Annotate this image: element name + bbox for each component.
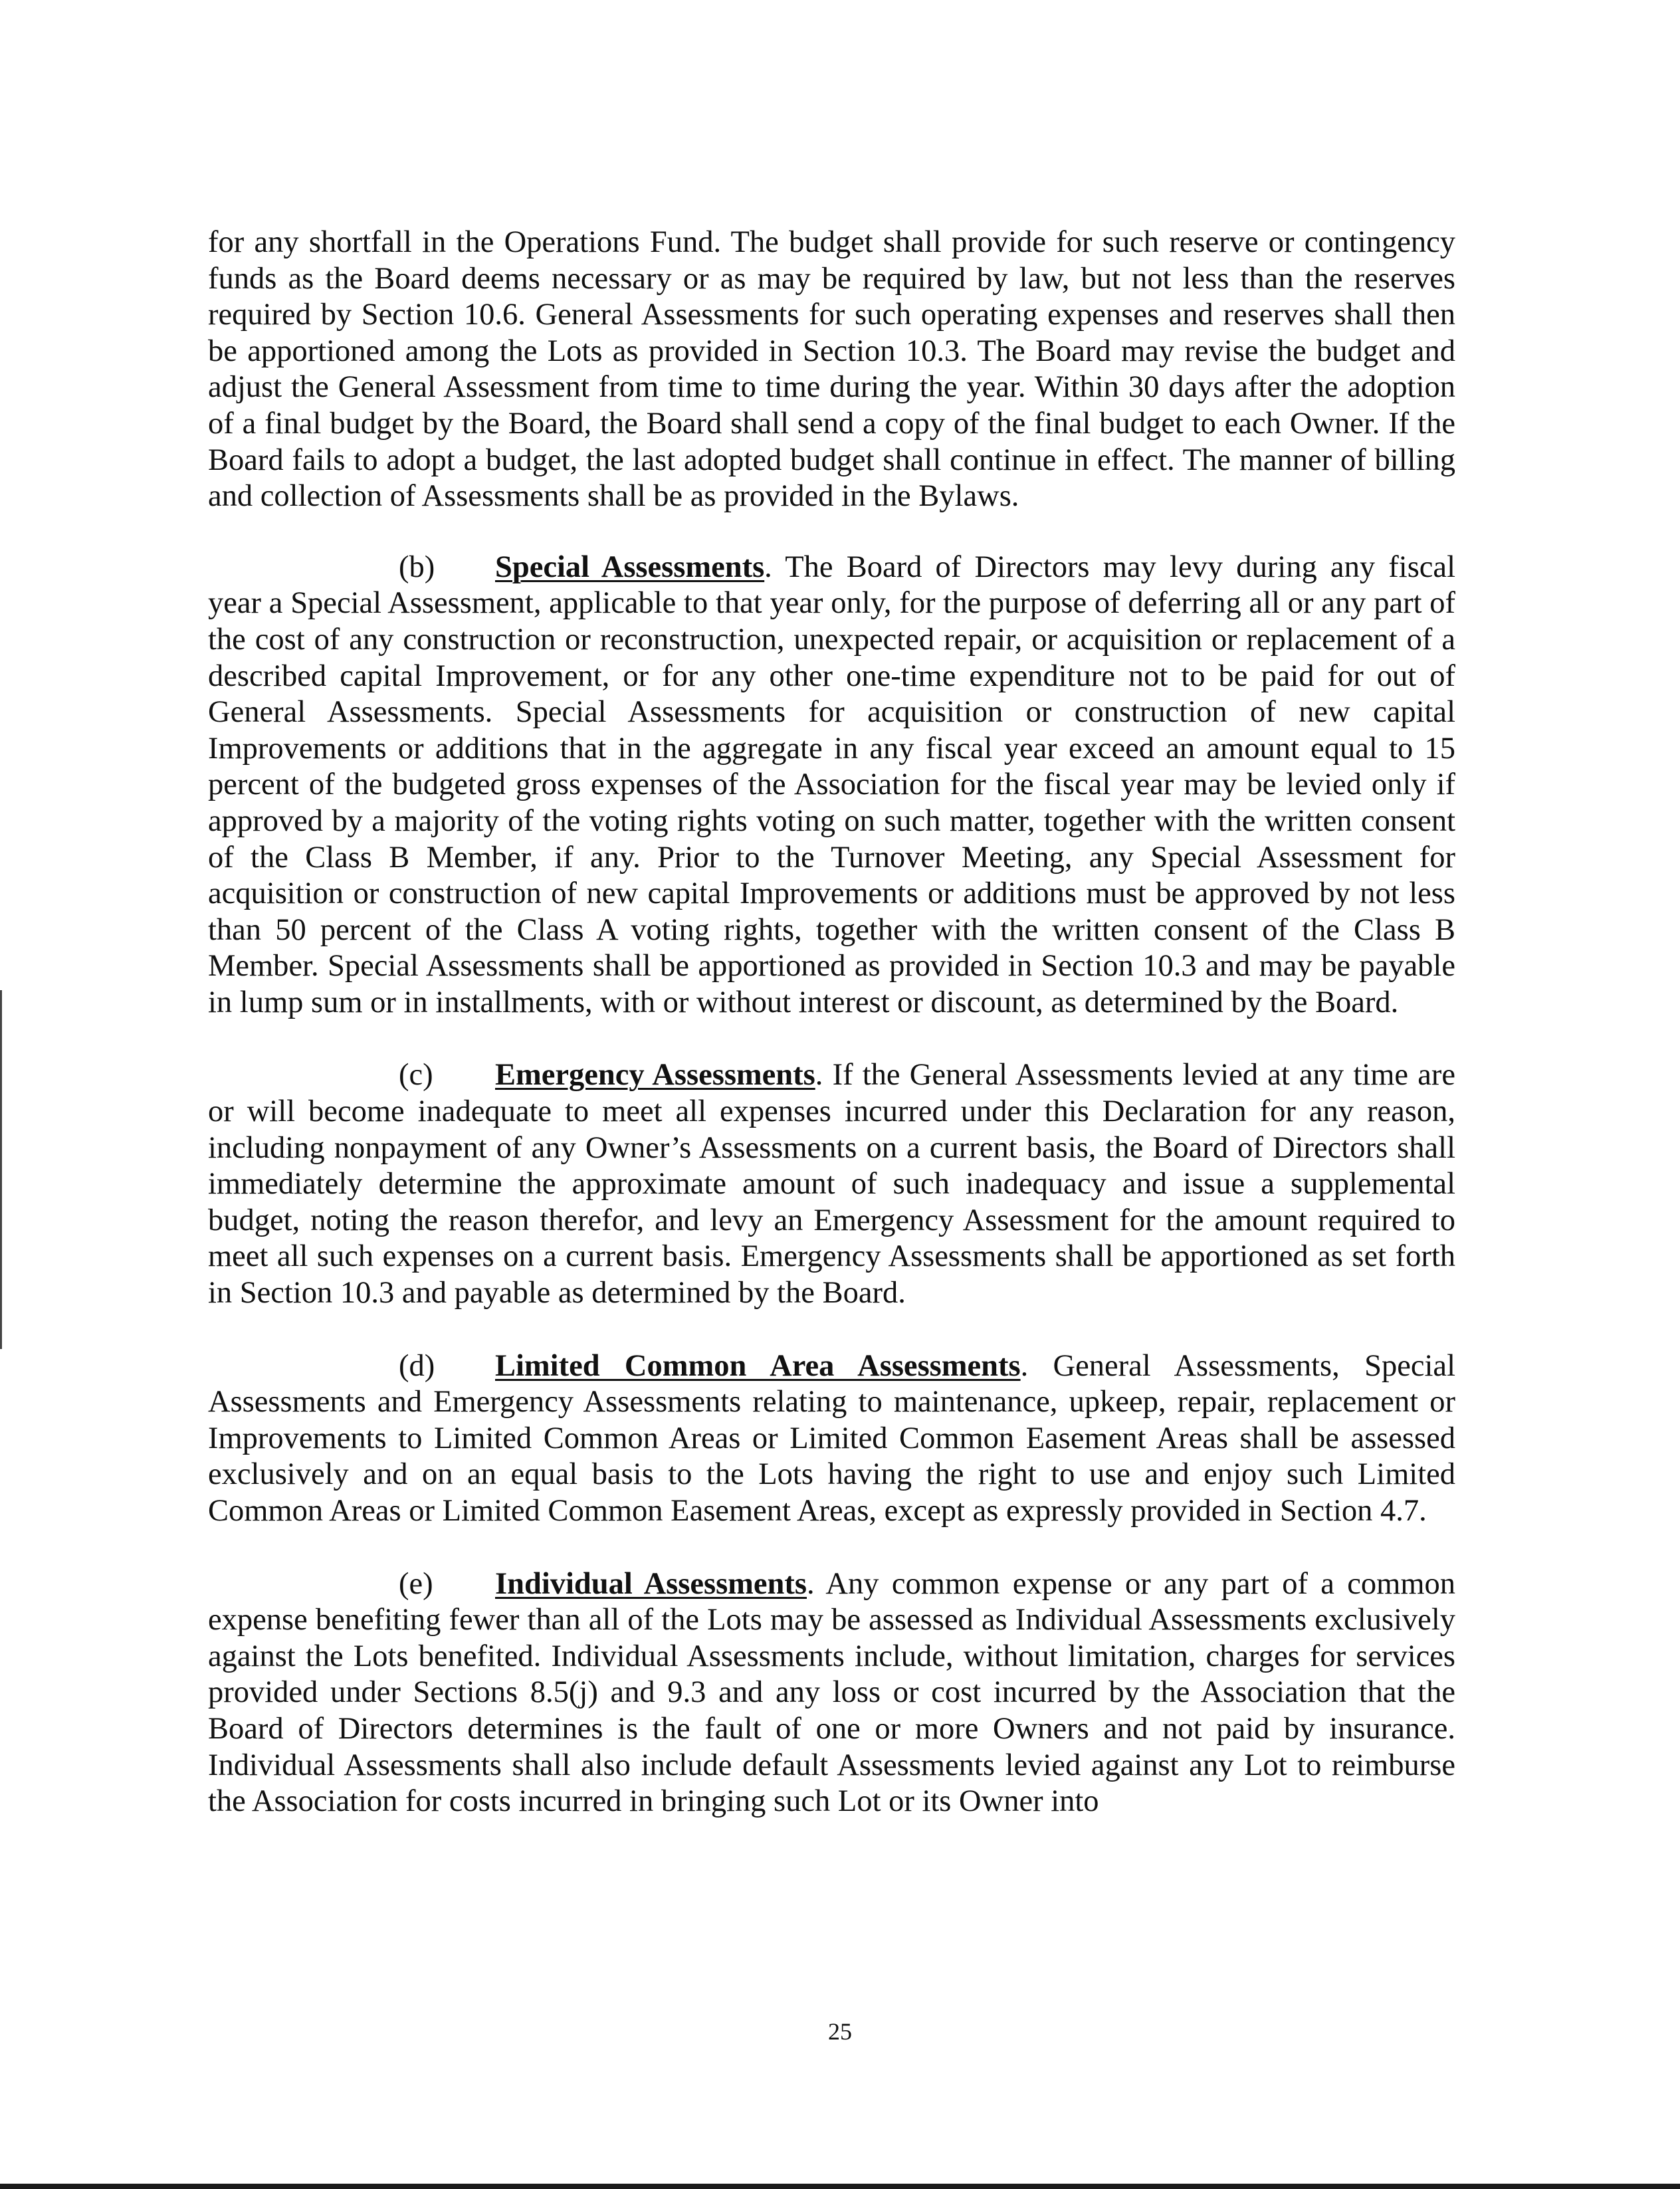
paragraph-letter: (b) bbox=[399, 550, 435, 584]
paragraph-text: for any shortfall in the Operations Fund. The budget shall provide for such reserve or contingency funds as the Board deems necessary or as may be required by law, but not less than the reserves required by Section 10.6. General Assessments for such operating expenses and reserves shall then be apportioned among the Lots as provided in Section 10.3. The Board may revise the budget and adjust the General Assessment from time to time during the year. Within 30 days after the adoption of a final budget by the Board, the Board shall send a copy of the final budget to each Owner. If the Board fails to adopt a budget, the last adopted budget shall continue in effect. The manner of billing and collection of Assessments shall be as provided in the Bylaws. bbox=[208, 225, 1455, 514]
document-body bbox=[208, 225, 1455, 1820]
heading-punctuation: . bbox=[807, 1566, 815, 1601]
paragraph-limited-common-area-assessments bbox=[208, 1348, 1455, 1530]
scan-bottom-border bbox=[0, 2184, 1680, 2189]
section-heading: Emergency Assessments bbox=[495, 1058, 815, 1093]
page-number: 25 bbox=[828, 2018, 852, 2045]
section-heading: Special Assessments bbox=[495, 550, 765, 584]
paragraph-special-assessments bbox=[208, 550, 1455, 1021]
heading-punctuation: . bbox=[1020, 1348, 1029, 1383]
paragraph-individual-assessments bbox=[208, 1566, 1455, 1820]
paragraph-continuation bbox=[208, 225, 1455, 515]
scan-edge-line bbox=[0, 990, 2, 1349]
paragraph-letter: (e) bbox=[399, 1566, 433, 1601]
heading-punctuation: . bbox=[764, 550, 772, 584]
paragraph-text: The Board of Directors may levy during any fiscal year a Special Assessment, applicable to that year only, for the purpose of deferring all or any part of the cost of any construction or reconstruction, unexpected repair, or acquisition or replacement of a described capital Improvement, or for any other one-time expenditure not to be paid for out of General Assessments. Special Assessments for acquisition or construction of new capital Improvements or additions that in the aggregate in any fiscal year exceed an amount equal to 15 percent of the budgeted gross expenses of the Association for the fiscal year may be levied only if approved by a majority of the voting rights voting on such matter, together with the written consent of the Class B Member, if any. Prior to the Turnover Meeting, any Special Assessment for acquisition or construction of new capital Improvements or additions must be approved by not less than 50 percent of the Class A voting rights, together with the written consent of the Class B Member. Special Assessments shall be apportioned as provided in Section 10.3 and may be payable in lump sum or in installments, with or without interest or discount, as determined by the Board. bbox=[208, 550, 1455, 1019]
paragraph-emergency-assessments bbox=[208, 1057, 1455, 1311]
paragraph-text: Any common expense or any part of a common expense benefiting fewer than all of the Lots may be assessed as Individual Assessments exclusively against the Lots benefited. Individual Assessments include, without limitation, charges for services provided under Sections 8.5(j) and 9.3 and any loss or cost incurred by the Association that the Board of Directors determines is the fault of one or more Owners and not paid by insurance. Individual Assessments shall also include default Assessments levied against any Lot to reimburse the Association for costs incurred in bringing such Lot or its Owner into bbox=[208, 1566, 1455, 1819]
section-heading: Individual Assessments bbox=[495, 1566, 807, 1601]
paragraph-letter: (c) bbox=[399, 1058, 433, 1093]
heading-punctuation: . bbox=[815, 1058, 823, 1093]
section-heading: Limited Common Area Assessments bbox=[495, 1348, 1021, 1383]
paragraph-text: General Assessments, Special Assessments and Emergency Assessments relating to maintenance, upkeep, repair, replacement or Improvements to Limited Common Areas or Limited Common Easement Areas shall be assessed exclusively and on an equal basis to the Lots having the right to use and enjoy such Limited Common Areas or Limited Common Easement Areas, except as expressly provided in Section 4.7. bbox=[208, 1348, 1455, 1528]
paragraph-letter: (d) bbox=[399, 1348, 435, 1383]
paragraph-text: If the General Assessments levied at any time are or will become inadequate to meet all expenses incurred under this Declaration for any reason, including nonpayment of any Owner’s Assessments on a current basis, the Board of Directors shall immediately determine the approximate amount of such inadequacy and issue a supplemental budget, noting the reason therefor, and levy an Emergency Assessment for the amount required to meet all such expenses on a current basis. Emergency Assessments shall be apportioned as set forth in Section 10.3 and payable as determined by the Board. bbox=[208, 1058, 1456, 1310]
